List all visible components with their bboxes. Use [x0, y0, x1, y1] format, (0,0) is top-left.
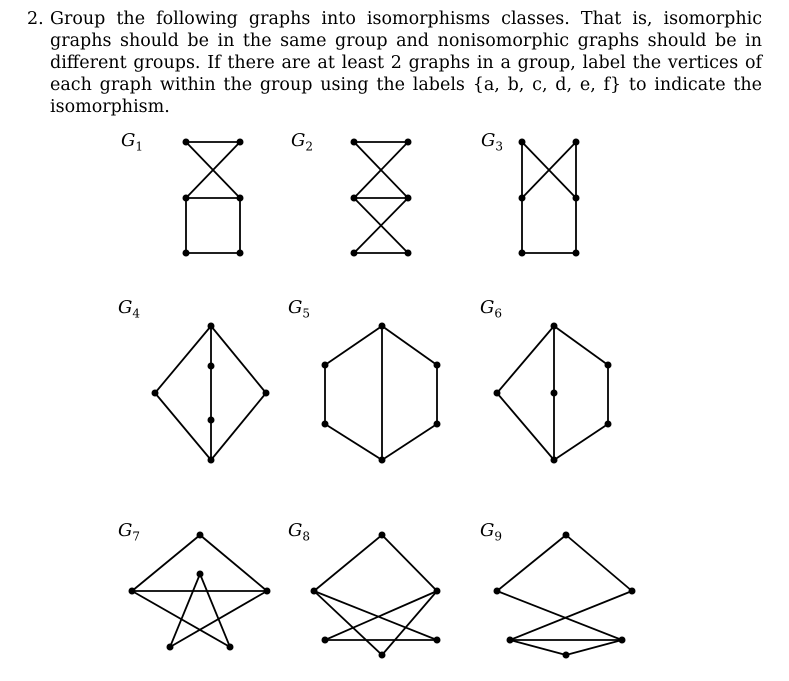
graph-label-g3: $G_3$: [481, 130, 504, 154]
graph-g8: [311, 532, 441, 659]
graph-label-g4: $G_4$: [118, 297, 141, 321]
graph-label-g1: $G_1$: [121, 130, 144, 154]
graph-label-g6: $G_6$: [480, 297, 503, 321]
graph-g9: [494, 532, 636, 659]
graph-g2: [351, 139, 412, 257]
graph-g1: [183, 139, 244, 257]
graph-g4: [152, 323, 270, 464]
graph-g5: [322, 323, 441, 464]
graph-g6: [494, 323, 612, 464]
graph-label-g7: $G_7$: [118, 520, 141, 544]
graph-g7: [129, 532, 271, 651]
graph-label-g5: $G_5$: [288, 297, 311, 321]
graph-g3: [519, 139, 580, 257]
problem-number: 2.: [27, 9, 44, 29]
problem-text: Group the following graphs into isomorphisms classes. That is, isomorphic graphs should be in the same group and nonisomorphic graphs should be in different groups. If there are at least 2 graphs in a group, label the vertices of each graph within the group using the labels {a, b, c, d, e, f} to indicate the isomorphism.: [50, 9, 762, 117]
graph-label-g8: $G_8$: [288, 520, 311, 544]
graph-label-g2: $G_2$: [291, 130, 314, 154]
graph-label-g9: $G_9$: [480, 520, 503, 544]
